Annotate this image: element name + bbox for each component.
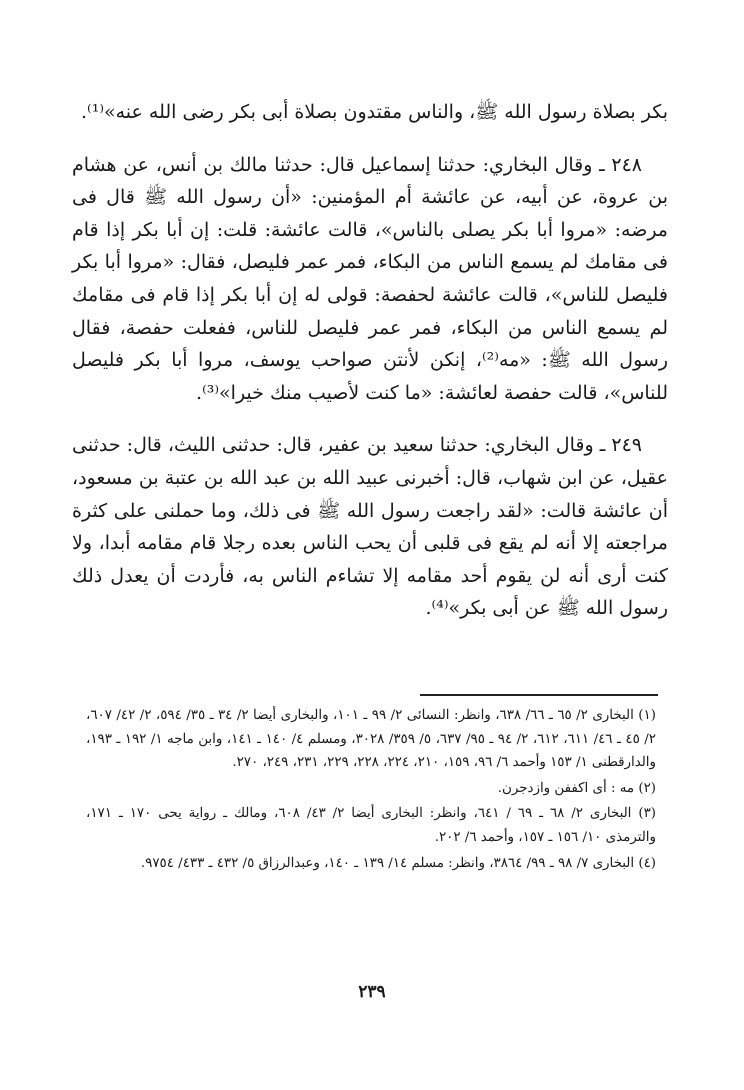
footnotes (86, 704, 656, 877)
page-number: ٢٣٩ (358, 982, 386, 1002)
footnote-3: (٣) البخارى ٢/ ٦٨ ـ ٦٩ / ٦٤١، وانظر: البخارى أيضا ٢/ ٤٣/ ٦٠٨، ومالك ـ رواية يحى ١٧٠ ـ ١٧١، والترمذى ١٠/ ١٥٦ ـ ١٥٧، وأحمد ٦/ ٢٠٢. (86, 806, 656, 845)
footnote-1: (١) البخارى ٢/ ٦٥ ـ ٦٦/ ٦٣٨، وانظر: النسائى ٢/ ٩٩ ـ ١٠١، والبخارى أيضا ٢/ ٣٤ ـ ٣٥/ ٥٩٤، ٢/ ٤٢/ ٦٠٧، ٢/ ٤٥ ـ ٤٦/ ٦١١، ٦١٢، ٢/ ٩٤ ـ ٩٥/ ٦٣٧، ٥/ ٣٥٩/ ٣٠٢٨، ومسلم ٤/ ١٤٠ ـ ١٤١، وابن ماجه ١/ ١٩٢ ـ ١٩٣، والدارقطنى ١/ ١٥٣ وأحمد ٦/ ٩٦، ١٥٩، ٢١٠، ٢٢٤، ٢٢٨، ٢٢٩، ٢٣١، ٢٤٩، ٢٧٠. (86, 708, 656, 771)
main-text (72, 96, 668, 645)
footnote-separator (420, 694, 658, 696)
hadith-248: ٢٤٨ ـ وقال البخاري: حدثنا إسماعيل قال: حدثنا مالك بن أنس، عن هشام بن عروة، عن أبيه، عن عائشة أم المؤمنين: «أن رسول الله ﷺ قال فى مرضه: «مروا أبا بكر يصلى بالناس»، قالت عائشة: قلت: إن أبا بكر إذا قام فى مقامك لم يسمع الناس من البكاء، فمر عمر فليصل، فقال: «مروا أبا بكر فليصل للناس»، قالت عائشة لحفصة: قولى له إن أبا بكر إذا قام فى مقامك لم يسمع الناس من البكاء، فمر عمر فليصل للناس، ففعلت حفصة، فقال رسول الله ﷺ: «مه⁽²⁾، إنكن لأنتن صواحب يوسف، مروا أبا بكر فليصل للناس»، قالت حفصة لعائشة: «ما كنت لأصيب منك خيرا»⁽³⁾. (72, 153, 668, 404)
footnote-4: (٤) البخارى ٧/ ٩٨ ـ ٩٩/ ٣٨٦٤، وانظر: مسلم ١٤/ ١٣٩ ـ ١٤٠، وعبدالرزاق ٥/ ٤٣٢ ـ ٤٣٣/ ٩٧٥٤. (140, 855, 656, 871)
footnote-2: (٢) مه : أى اكففن وازدجرن. (497, 780, 656, 796)
hadith-249: ٢٤٩ ـ وقال البخاري: حدثنا سعيد بن عفير، قال: حدثنى الليث، قال: حدثنى عقيل، عن ابن شهاب، قال: أخبرنى عبيد الله بن عبد الله بن عتبة بن مسعود، أن عائشة قالت: «لقد راجعت رسول الله ﷺ فى ذلك، وما حملنى على كثرة مراجعته إلا أنه لم يقع فى قلبى أن يحب الناس بعده رجلا قام مقامه أبدا، ولا كنت أرى أنه لن يقوم أحد مقامه إلا تشاءم الناس به، فأردت أن يعدل ذلك رسول الله ﷺ عن أبى بكر»⁽⁴⁾. (72, 434, 668, 620)
paragraph-continuation: بكر بصلاة رسول الله ﷺ، والناس مقتدون بصلاة أبى بكر رضى الله عنه»⁽¹⁾. (80, 101, 668, 123)
